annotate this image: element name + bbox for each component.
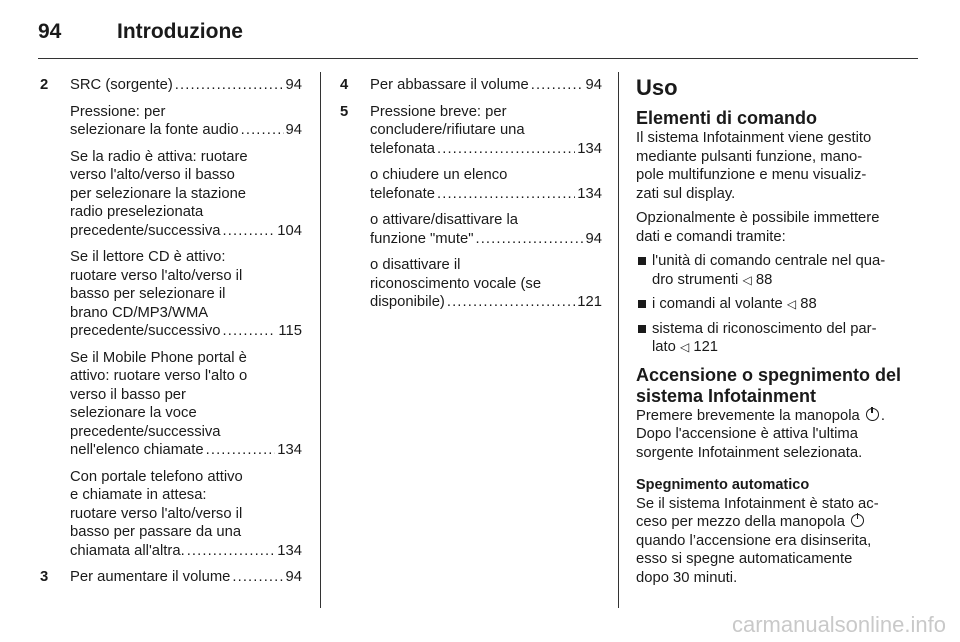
entry-line: Con portale telefono attivo [70, 468, 243, 485]
legend-item-2 [40, 76, 302, 560]
leader-dots [223, 222, 276, 241]
paragraph-line: Opzionalmente è possibile immettere [636, 210, 880, 226]
leader-dots [175, 76, 284, 95]
item-number: 5 [340, 103, 349, 120]
entry-last-line [370, 293, 602, 312]
bullet-item [636, 295, 904, 314]
entry-line: selezionare la voce [70, 405, 197, 421]
toc-entry [370, 211, 602, 248]
leader-dots [206, 441, 276, 460]
leader-dots [437, 140, 575, 159]
entry-line: attivo: ruotare verso l'alto o [70, 368, 248, 384]
entry-text: funzione "mute" [370, 230, 474, 247]
page-ref[interactable]: 134 [577, 185, 602, 202]
page-ref[interactable]: 88 [755, 271, 773, 288]
paragraph: Premere brevemente la manopola . Dopo l'accensione è attiva l'ultima sorgente Infotainment selezionata. [636, 407, 904, 463]
entry-line: e chiamate in attesa: [70, 487, 207, 503]
page-ref[interactable]: 134 [577, 140, 602, 157]
entry-text: selezionare la fonte audio [70, 122, 239, 138]
entry-line: Se il lettore CD è attivo: [70, 249, 226, 265]
page-ref[interactable]: 134 [277, 442, 302, 458]
entry-text: telefonate [370, 185, 435, 202]
page-header [38, 18, 918, 58]
entry-line: precedente/successiva [70, 423, 221, 440]
entry-text: nell'elenco chiamate [70, 442, 204, 458]
paragraph-text: ceso per mezzo della manopola [636, 514, 845, 530]
leader-dots [187, 542, 276, 561]
bullet-item [636, 320, 904, 357]
entry-line: basso per passare da una [70, 524, 242, 540]
paragraph [636, 129, 904, 203]
entry-line: ruotare verso l'alto/verso il [70, 267, 243, 284]
leader-dots [232, 568, 283, 587]
paragraph-line: zati sul display. [636, 185, 736, 202]
entry-text: precedente/successiva [70, 222, 221, 239]
page-ref[interactable]: 94 [285, 569, 302, 585]
entry-last-line [370, 185, 602, 204]
leader-dots [475, 230, 583, 249]
bullet-square-icon [638, 257, 646, 265]
paragraph-line: esso si spegne automaticamente [636, 551, 853, 567]
leader-dots [223, 322, 277, 341]
page-ref[interactable]: 94 [585, 77, 602, 93]
leader-dots [437, 185, 575, 204]
page-ref[interactable]: 94 [285, 122, 302, 138]
page-ref-arrow-icon: ◁ [679, 340, 690, 354]
paragraph [636, 209, 904, 246]
title-line: Accensione o spegnimento del [636, 364, 902, 385]
column-divider-2 [618, 72, 619, 608]
paragraph-line: dati e comandi tramite: [636, 228, 786, 245]
subsection-title: Spegnimento automatico [636, 477, 810, 493]
header-divider [38, 58, 918, 59]
page-ref[interactable]: 104 [277, 222, 302, 239]
column-3 [636, 76, 904, 593]
bullet-text: dro strumenti [652, 271, 739, 288]
column-divider-1 [320, 72, 321, 608]
toc-entry [370, 103, 602, 159]
leader-dots [241, 121, 284, 140]
page-ref-arrow-icon: ◁ [786, 297, 797, 311]
paragraph-text: Premere brevemente la manopola [636, 407, 860, 424]
bullet-item [636, 252, 904, 289]
entry-last-line [70, 76, 302, 95]
item-entries [70, 76, 302, 560]
page-ref[interactable]: 115 [278, 323, 302, 339]
entry-last-line [70, 121, 302, 140]
paragraph [636, 495, 904, 588]
entry-line: verso il basso per [70, 386, 186, 403]
page-ref[interactable]: 134 [277, 542, 302, 559]
entry-text: precedente/successivo [70, 323, 221, 339]
entry-line: o chiudere un elenco [370, 167, 508, 183]
subsection-title [636, 365, 904, 407]
toc-entry [370, 166, 602, 203]
paragraph-line: Il sistema Infotainment viene gestito [636, 130, 872, 146]
entry-last-line [70, 441, 302, 460]
page-ref[interactable]: 94 [585, 230, 602, 247]
page-title: Introduzione [117, 20, 243, 43]
page-ref[interactable]: 121 [693, 339, 719, 355]
entry-line: riconoscimento vocale (se [370, 275, 542, 292]
toc-entry [70, 468, 302, 561]
power-knob-icon [866, 408, 879, 421]
bullet-square-icon [638, 325, 646, 333]
paragraph-line: Dopo l'accensione è attiva l'ultima [636, 426, 858, 442]
entry-line: per selezionare la stazione [70, 185, 247, 202]
entry-line: o disattivare il [370, 257, 461, 273]
toc-entry [70, 76, 302, 95]
entry-text: SRC (sorgente) [70, 77, 173, 93]
bullet-text: lato [652, 339, 676, 355]
entry-text: chiamata all'altra. [70, 542, 185, 559]
page-number: 94 [38, 20, 62, 43]
entry-text: disponibile) [370, 294, 445, 310]
paragraph-line: mediante pulsanti funzione, mano- [636, 148, 863, 165]
entry-line: Pressione breve: per [370, 103, 507, 120]
bullet-text: i comandi al volante [652, 296, 783, 312]
column-1 [40, 76, 302, 595]
entry-last-line [70, 542, 302, 561]
toc-entry [370, 76, 602, 95]
legend-item-4 [340, 76, 602, 95]
toc-entry [70, 568, 302, 587]
legend-item-3 [40, 568, 302, 587]
column-2 [340, 76, 602, 320]
entry-line: o attivare/disattivare la [370, 212, 519, 228]
item-number: 2 [40, 77, 49, 93]
legend-item-5 [340, 103, 602, 312]
toc-entry [70, 103, 302, 140]
toc-entry [370, 256, 602, 312]
item-entries [370, 103, 602, 312]
page-ref[interactable]: 94 [285, 77, 302, 93]
entry-text: Per aumentare il volume [70, 569, 231, 585]
leader-dots [447, 293, 575, 312]
entry-last-line [70, 222, 302, 241]
bullet-text: sistema di riconoscimento del par- [652, 320, 877, 337]
section-title: Uso [636, 75, 678, 100]
toc-entry [70, 349, 302, 460]
item-number: 3 [40, 569, 49, 585]
bullet-text: l'unità di comando centrale nel qua- [652, 253, 886, 269]
entry-text: telefonata [370, 140, 435, 157]
leader-dots [531, 76, 584, 95]
paragraph-line: dopo 30 minuti. [636, 569, 738, 586]
paragraph-line: sorgente Infotainment selezionata. [636, 444, 863, 461]
page-ref-arrow-icon: ◁ [742, 272, 752, 287]
power-knob-icon [851, 514, 864, 527]
entry-line: basso per selezionare il [70, 286, 226, 302]
toc-entry [70, 148, 302, 241]
paragraph-line: pole multifunzione e menu visualiz- [636, 167, 867, 183]
subsection-title: Elementi di comando [636, 108, 818, 128]
paragraph-line: quando l’accensione era disinserita, [636, 532, 872, 549]
entry-line: Se il Mobile Phone portal è [70, 349, 247, 366]
entry-line: Se la radio è attiva: ruotare [70, 148, 248, 165]
entry-line: ruotare verso l'alto/verso il [70, 505, 243, 522]
entry-last-line [70, 322, 302, 341]
watermark: carmanualsonline.info [731, 612, 946, 637]
paragraph-line: Se il sistema Infotainment è stato ac- [636, 495, 879, 512]
page-ref[interactable]: 88 [800, 296, 817, 312]
page-ref[interactable]: 121 [577, 294, 602, 310]
entry-line: Pressione: per [70, 103, 166, 120]
entry-line: brano CD/MP3/WMA [70, 304, 209, 321]
entry-text: Per abbassare il volume [370, 77, 529, 93]
entry-line: radio preselezionata [70, 204, 204, 220]
entry-last-line [370, 230, 602, 249]
item-number: 4 [340, 77, 349, 93]
entry-line: concludere/rifiutare una [370, 122, 525, 138]
toc-entry [70, 248, 302, 341]
entry-line: verso l'alto/verso il basso [70, 167, 235, 183]
title-line: sistema Infotainment [636, 385, 817, 406]
entry-last-line [370, 140, 602, 159]
bullet-square-icon [638, 300, 646, 308]
